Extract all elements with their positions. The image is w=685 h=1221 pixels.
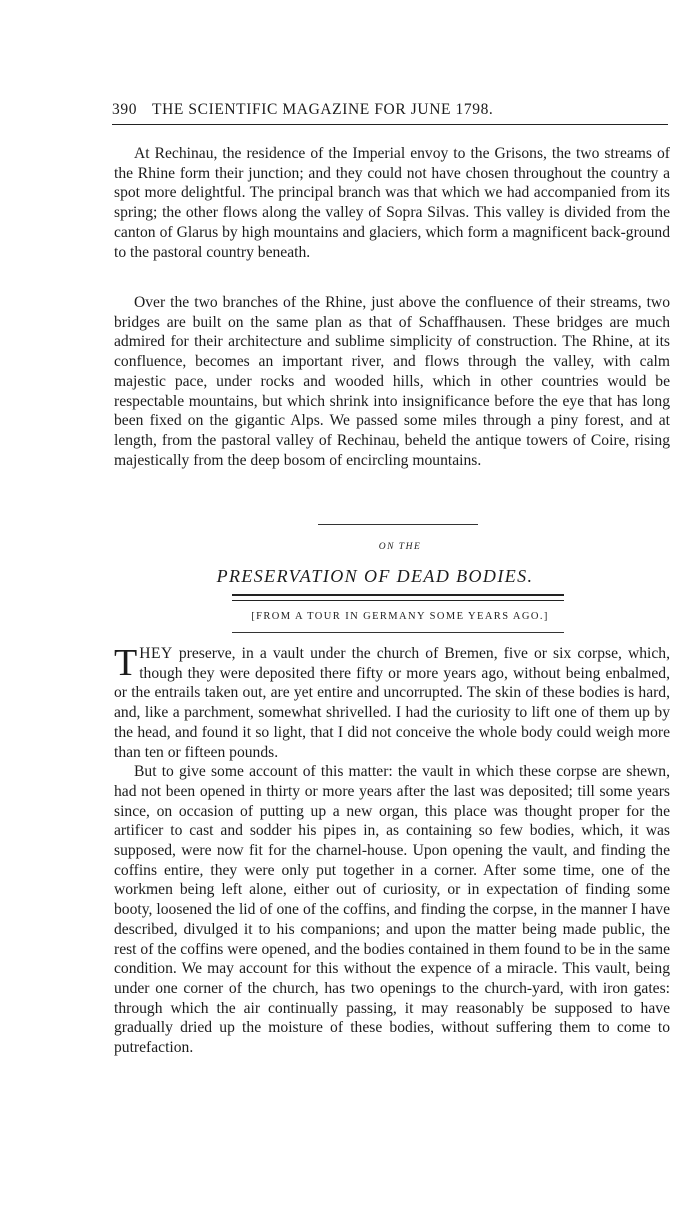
page-number: 390 xyxy=(112,101,138,118)
intro-paragraph-1 xyxy=(114,144,670,262)
section-title: PRESERVATION OF DEAD BODIES. xyxy=(216,566,534,586)
paragraph-text: preserve, in a vault under the church of Bremen, five or six corpse, which, though they were deposited there fifty or more years ago, without being enbalmed, or the entrails taken out, are yet entire and uncorrupted. The skin of these bodies is hard, and, like a parchment, somewhat shrivelled. I had the curiosity to lift one of them up by the head, and found it so light, that I did not conceive the whole body could weigh more than ten or fifteen pounds. xyxy=(114,645,670,761)
article-paragraph-2: But to give some account of this matter: the vault in which these corpse are shewn, had not been opened in thirty or more years after the last was deposited; till some years since, on occasion of putting up a new organ, this place was thought proper for the artificer to cast and sodder his pipes in, as containing so few bodies, which, it was supposed, were now fit for the charnel-house. Upon opening the vault, and finding the coffins entire, they were only put together in a corner. After some time, one of the workmen being left alone, either out of curiosity, or in expectation of finding some booty, loosened the lid of one of the coffins, and finding the corpse, in the manner I have described, divulged it to his companions; and upon the matter being made public, the rest of the coffins were opened, and the bodies contained in them found to be in the same condition. We may account for this without the expence of a miracle. This vault, being under one corner of the church, has two openings to the church-yard, with iron gates: through which the air continually passing, it may reasonably be supposed to have gradually dried up the moisture of these bodies, without suffering them to come to putrefaction. xyxy=(114,763,670,1057)
paragraph-text: At Rechinau, the residence of the Imperial envoy to the Grisons, the two streams of the Rhine form their junction; and they could not have chosen throughout the country a spot more delightful. The principal branch was that which we had accompanied from its spring; the other flows along the valley of Sopra Silvas. This valley is divided from the canton of Glarus by high mountains and glaciers, which form a magnificent back-ground to the pastoral country beneath. xyxy=(114,145,670,261)
subtitle-rule xyxy=(232,632,564,633)
section-divider xyxy=(318,524,478,525)
title-rule xyxy=(232,594,564,601)
header-rule xyxy=(112,124,668,125)
section-subtitle: [FROM A TOUR IN GERMANY SOME YEARS AGO.] xyxy=(251,611,549,622)
opening-word: HEY xyxy=(139,645,173,662)
paragraph-text: Over the two branches of the Rhine, just above the confluence of their streams, two bridges are built on the same plan as that of Schaffhausen. These bridges are much admired for their architecture and sublime simplicity of construction. The Rhine, at its confluence, becomes an important river, and flows through the valley, with calm majestic pace, under rocks and wooded hills, which in other countries would be respectable mountains, but which shrink into insignificance before the eye that has long been fixed on the gigantic Alps. We passed some miles through a piny forest, and at length, from the pastoral valley of Rechinau, beheld the antique towers of Coire, rising majestically from the deep bosom of encircling mountains. xyxy=(114,294,670,469)
running-header xyxy=(112,101,670,123)
article-paragraph-1 xyxy=(114,644,670,762)
running-title: THE SCIENTIFIC MAGAZINE FOR JUNE 1798. xyxy=(152,101,494,118)
drop-cap: T xyxy=(114,642,138,684)
article-body xyxy=(114,644,670,1058)
section-label: ON THE xyxy=(378,542,422,552)
intro-paragraph-2 xyxy=(114,293,670,470)
